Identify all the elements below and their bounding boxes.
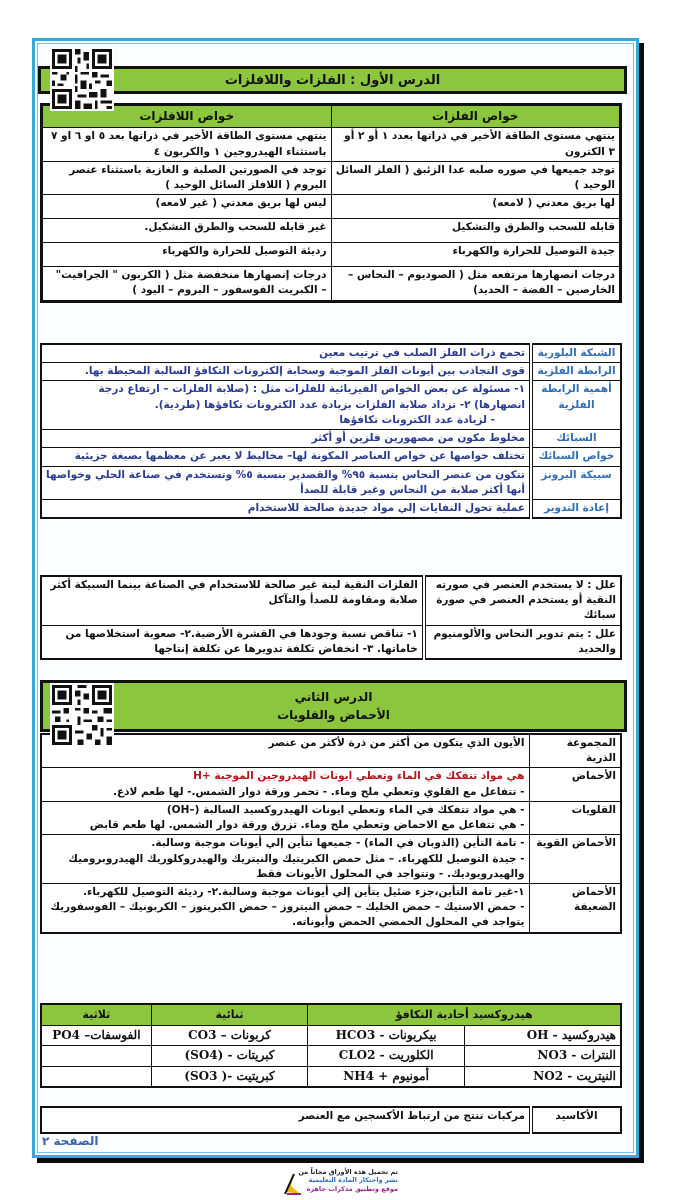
description-line: هي مواد تتفكك في الماء وتعطي ايونات الهيدروجين الموجبة +H	[193, 770, 525, 783]
definition-line: ١- مسئولة عن بعض الخواص الفيزيائية للفلزات مثل : (صلابة الفلزات – ارتفاع درجة انصهارها) ٢- تزداد صلابة الفلزات بزيادة عدد الكترونات تكافؤها (طردية).	[98, 383, 525, 411]
ion-cell: هيدروكسيد - OH	[464, 1025, 621, 1045]
table-row	[42, 219, 621, 243]
definition-text: قوى التجاذب بين أيونات الفلز الموجبة وسحابة إلكترونات التكافؤ السالبة المحيطة بها.	[41, 363, 531, 381]
definition-term: سبيكة البرونز	[531, 466, 621, 499]
concept-description	[41, 768, 529, 801]
nonmetal-property: ليس لها بريق معدني ( غير لامعه)	[42, 195, 332, 219]
metal-property: توجد جميعها في صوره صلبه عدا الزئبق ( الفلز السائل الوحيد )	[331, 161, 621, 194]
ion-cell: الفوسفات– PO4	[41, 1025, 151, 1045]
metals-header: خواص الفلزات	[331, 105, 621, 128]
table-row	[41, 1066, 621, 1087]
description-line: - تتفاعل مع القلوي وتعطي ملح وماء. - تحمر ورقة دوار الشمس.- لها طعم لاذع.	[46, 785, 525, 800]
concept-description	[41, 801, 529, 834]
definition-text	[41, 381, 531, 430]
ions-header-monovalent: هيدروكسيد أحادية التكافؤ	[308, 1004, 621, 1025]
description-line: - جيدة التوصيل للكهرباء. – مثل حمض الكبريتيك والنيتريك والهيدروكلوريك الهيدروبروميك والهيدرويوديك. - وتتواجد في المحلول الأيونات فقط	[46, 852, 525, 882]
definition-term: الرابطة الفلزية	[531, 363, 621, 381]
nonmetal-property: رديئة التوصيل للحرارة والكهرباء	[42, 243, 332, 267]
reason-answer: الفلزات النقية لينة غير صالحة للاستخدام في الصناعة بينما السبيكة أكثر صلابة ومقاومة للصدأ والتآكل	[41, 576, 424, 625]
nonmetal-property: غير قابله للسحب والطرق التشكيل.	[42, 219, 332, 243]
table-row	[41, 576, 621, 625]
credit-line: تم تحميل هذه الأوراق مجاناً من	[298, 1168, 398, 1176]
table-row	[41, 801, 621, 834]
ion-cell: الكلوريت - CLO2	[308, 1046, 465, 1066]
concept-term: الأحماض	[529, 768, 621, 801]
table-row	[41, 835, 621, 884]
credit-line: نشر واحتكار المادة التعليمية	[308, 1176, 398, 1185]
definition-text: عملية تحول النفايات إلي مواد جديدة صالحة للاستخدام	[41, 499, 531, 518]
lesson-1-title-text: الدرس الأول : الفلزات واللافلزات	[224, 72, 441, 88]
ion-cell: بيكربونات - HCO3	[308, 1025, 465, 1045]
definition-text: تختلف خواصها عن خواص العناصر المكونة لها– مخاليط لا يعبر عن معظمها بصيغة جزيئية	[41, 448, 531, 466]
table-row	[41, 1025, 621, 1045]
nonmetal-property: درجات إنصهارها منخفضة مثل ( الكربون " الجرافيت" – الكبريت الفوسفور – البروم – اليود )	[42, 267, 332, 301]
nonmetals-header: خواص اللافلزات	[42, 105, 332, 128]
metal-property: درجات انصهارها مرتفعه مثل ( الصوديوم – النحاس – الخارصين – الفضة – الحديد)	[331, 267, 621, 301]
ion-cell: النترات - NO3	[464, 1046, 621, 1066]
qr-code-icon[interactable]	[50, 47, 114, 111]
table-row	[41, 466, 621, 499]
ion-cell	[41, 1046, 151, 1066]
metal-property: لها بريق معدني ( لامعه)	[331, 195, 621, 219]
acids-bases-table	[40, 733, 622, 934]
nonmetal-property: توجد في الصورتين الصلبة و الغازية باستثناء عنصر البروم ( اللافلز السائل الوحيد )	[42, 161, 332, 194]
table-row	[42, 195, 621, 219]
table-row	[41, 1046, 621, 1066]
concept-term: المجموعة الذرية	[529, 734, 621, 768]
lesson-2-title-line: الأحماض والقلويات	[277, 708, 390, 722]
metal-property: قابله للسحب والطرق والتشكيل	[331, 219, 621, 243]
definition-term: أهمية الرابطة الفلزية	[531, 381, 621, 430]
oxide-term: الأكاسيد	[531, 1107, 621, 1133]
metal-property: ينتهي مستوى الطاقة الأخير في ذراتها بعدد ١ أو ٢ أو ٣ الكترون	[331, 128, 621, 161]
table-row	[41, 499, 621, 518]
ions-table	[40, 1003, 622, 1088]
concept-term: الأحماض القوية	[529, 835, 621, 884]
table-row	[42, 243, 621, 267]
download-credit	[282, 1168, 398, 1193]
credit-line: موقع وتطبيق مذكرات جاهزة	[306, 1184, 398, 1193]
definition-term: إعادة التدوير	[531, 499, 621, 518]
table-row	[42, 267, 621, 301]
lesson-2-title	[40, 680, 627, 732]
ion-cell: كبريتيت -( SO3)	[151, 1066, 308, 1087]
reasons-table	[40, 575, 622, 660]
ions-header-divalent: ثنائية	[151, 1004, 308, 1025]
concept-term: الأحماض الضعيفة	[529, 883, 621, 932]
table-row	[41, 1107, 621, 1133]
description-line: ١-غير تامة التأين،جزء ضئيل يتأين إلي أيونات موجبة وسالبة.٢- رديئة التوصيل للكهرباء.	[83, 885, 525, 898]
description-line: الأيون الذي يتكون من أكثر من ذرة لأكثر من عنصر	[268, 737, 525, 749]
concept-term: القلويات	[529, 801, 621, 834]
concept-description	[41, 734, 529, 768]
nonmetal-property: ينتهي مستوى الطاقة الأخير في ذراتها بعد ٥ او ٦ او ٧ باستثناء الهيدروجين ١ والكربون ٤	[42, 128, 332, 161]
description-line: - حمض الاستيك – حمض الخليك – حمض النيتروز – حمض الكبريتوز – الكربونيك – الفوسفوريك يتواجد في المحلول الحمضي الحمض وأيوناته.	[46, 900, 525, 930]
oxide-definition: مركبات تنتج من ارتباط الأكسجين مع العنصر	[41, 1107, 531, 1133]
lesson-1-title	[38, 66, 627, 94]
qr-code-icon[interactable]	[50, 683, 114, 747]
metals-nonmetals-table	[40, 103, 622, 303]
reason-answer: ١- تناقص نسبة وجودها في القشرة الأرضية.٢- صعوبة استخلاصها من خاماتها. ٣- انخفاض تكلفة تدويرها عن تكلفة إنتاجها	[41, 625, 424, 659]
ion-cell	[41, 1066, 151, 1087]
table-row	[41, 768, 621, 801]
table-row	[41, 883, 621, 932]
table-row	[41, 430, 621, 448]
concept-description	[41, 883, 529, 932]
definition-line: - لزيادة عدد الكترونات تكافؤها	[339, 413, 495, 426]
oxides-table	[40, 1106, 622, 1134]
definition-term: السبائك	[531, 430, 621, 448]
table-row	[41, 381, 621, 430]
description-line: - تامة التأين (الذوبان في الماء) - جميعها تتأين إلي أيونات موجبة وسالبة.	[46, 836, 525, 851]
table-row	[41, 344, 621, 363]
ions-header-trivalent: ثلاثية	[41, 1004, 151, 1025]
metals-definitions-table	[40, 343, 622, 519]
definition-text: تجمع ذرات الفلز الصلب في ترتيب معين	[41, 344, 531, 363]
concept-description	[41, 835, 529, 884]
ion-cell: النيتريت - NO2	[464, 1066, 621, 1087]
definition-term: خواص السبائك	[531, 448, 621, 466]
definition-term: الشبكة البلورية	[531, 344, 621, 363]
description-line: - هي مواد تتفكك في الماء وتعطي ايونات الهيدروكسيد السالبة (–OH)	[46, 803, 525, 818]
table-row	[41, 625, 621, 659]
table-row	[42, 128, 621, 161]
page-number: الصفحة ٢	[42, 1134, 99, 1148]
reason-question: علل : يتم تدوير النحاس والألومنيوم والحديد	[424, 625, 621, 659]
description-line: - هي تتفاعل مع الاحماض وتعطي ملح وماء. تزرق ورقة دوار الشمس. لها طعم قابض	[46, 818, 525, 833]
table-row	[41, 734, 621, 768]
lesson-2-title-line: الدرس الثاني	[294, 690, 373, 704]
metal-property: جيدة التوصيل للحرارة والكهرباء	[331, 243, 621, 267]
ion-cell: كبريتات - (SO4)	[151, 1046, 308, 1066]
definition-text: مخلوط مكون من مصهورين فلزين أو أكثر	[41, 430, 531, 448]
definition-text: تتكون من عنصر النحاس بنسبة ٩٥% والقصدير بنسبة ٥% وتستخدم في صناعة الحلي وخواصها أنها أكثر صلابة من النحاس وغير قابلة للصدأ	[41, 466, 531, 499]
table-row	[42, 161, 621, 194]
ion-cell: أمونيوم + NH4	[308, 1066, 465, 1087]
table-row	[41, 448, 621, 466]
table-row	[41, 363, 621, 381]
reason-question: علل : لا يستخدم العنصر في صورته النقية أو يستخدم العنصر في صورة سبائك	[424, 576, 621, 625]
ion-cell: كربونات – CO3	[151, 1025, 308, 1045]
